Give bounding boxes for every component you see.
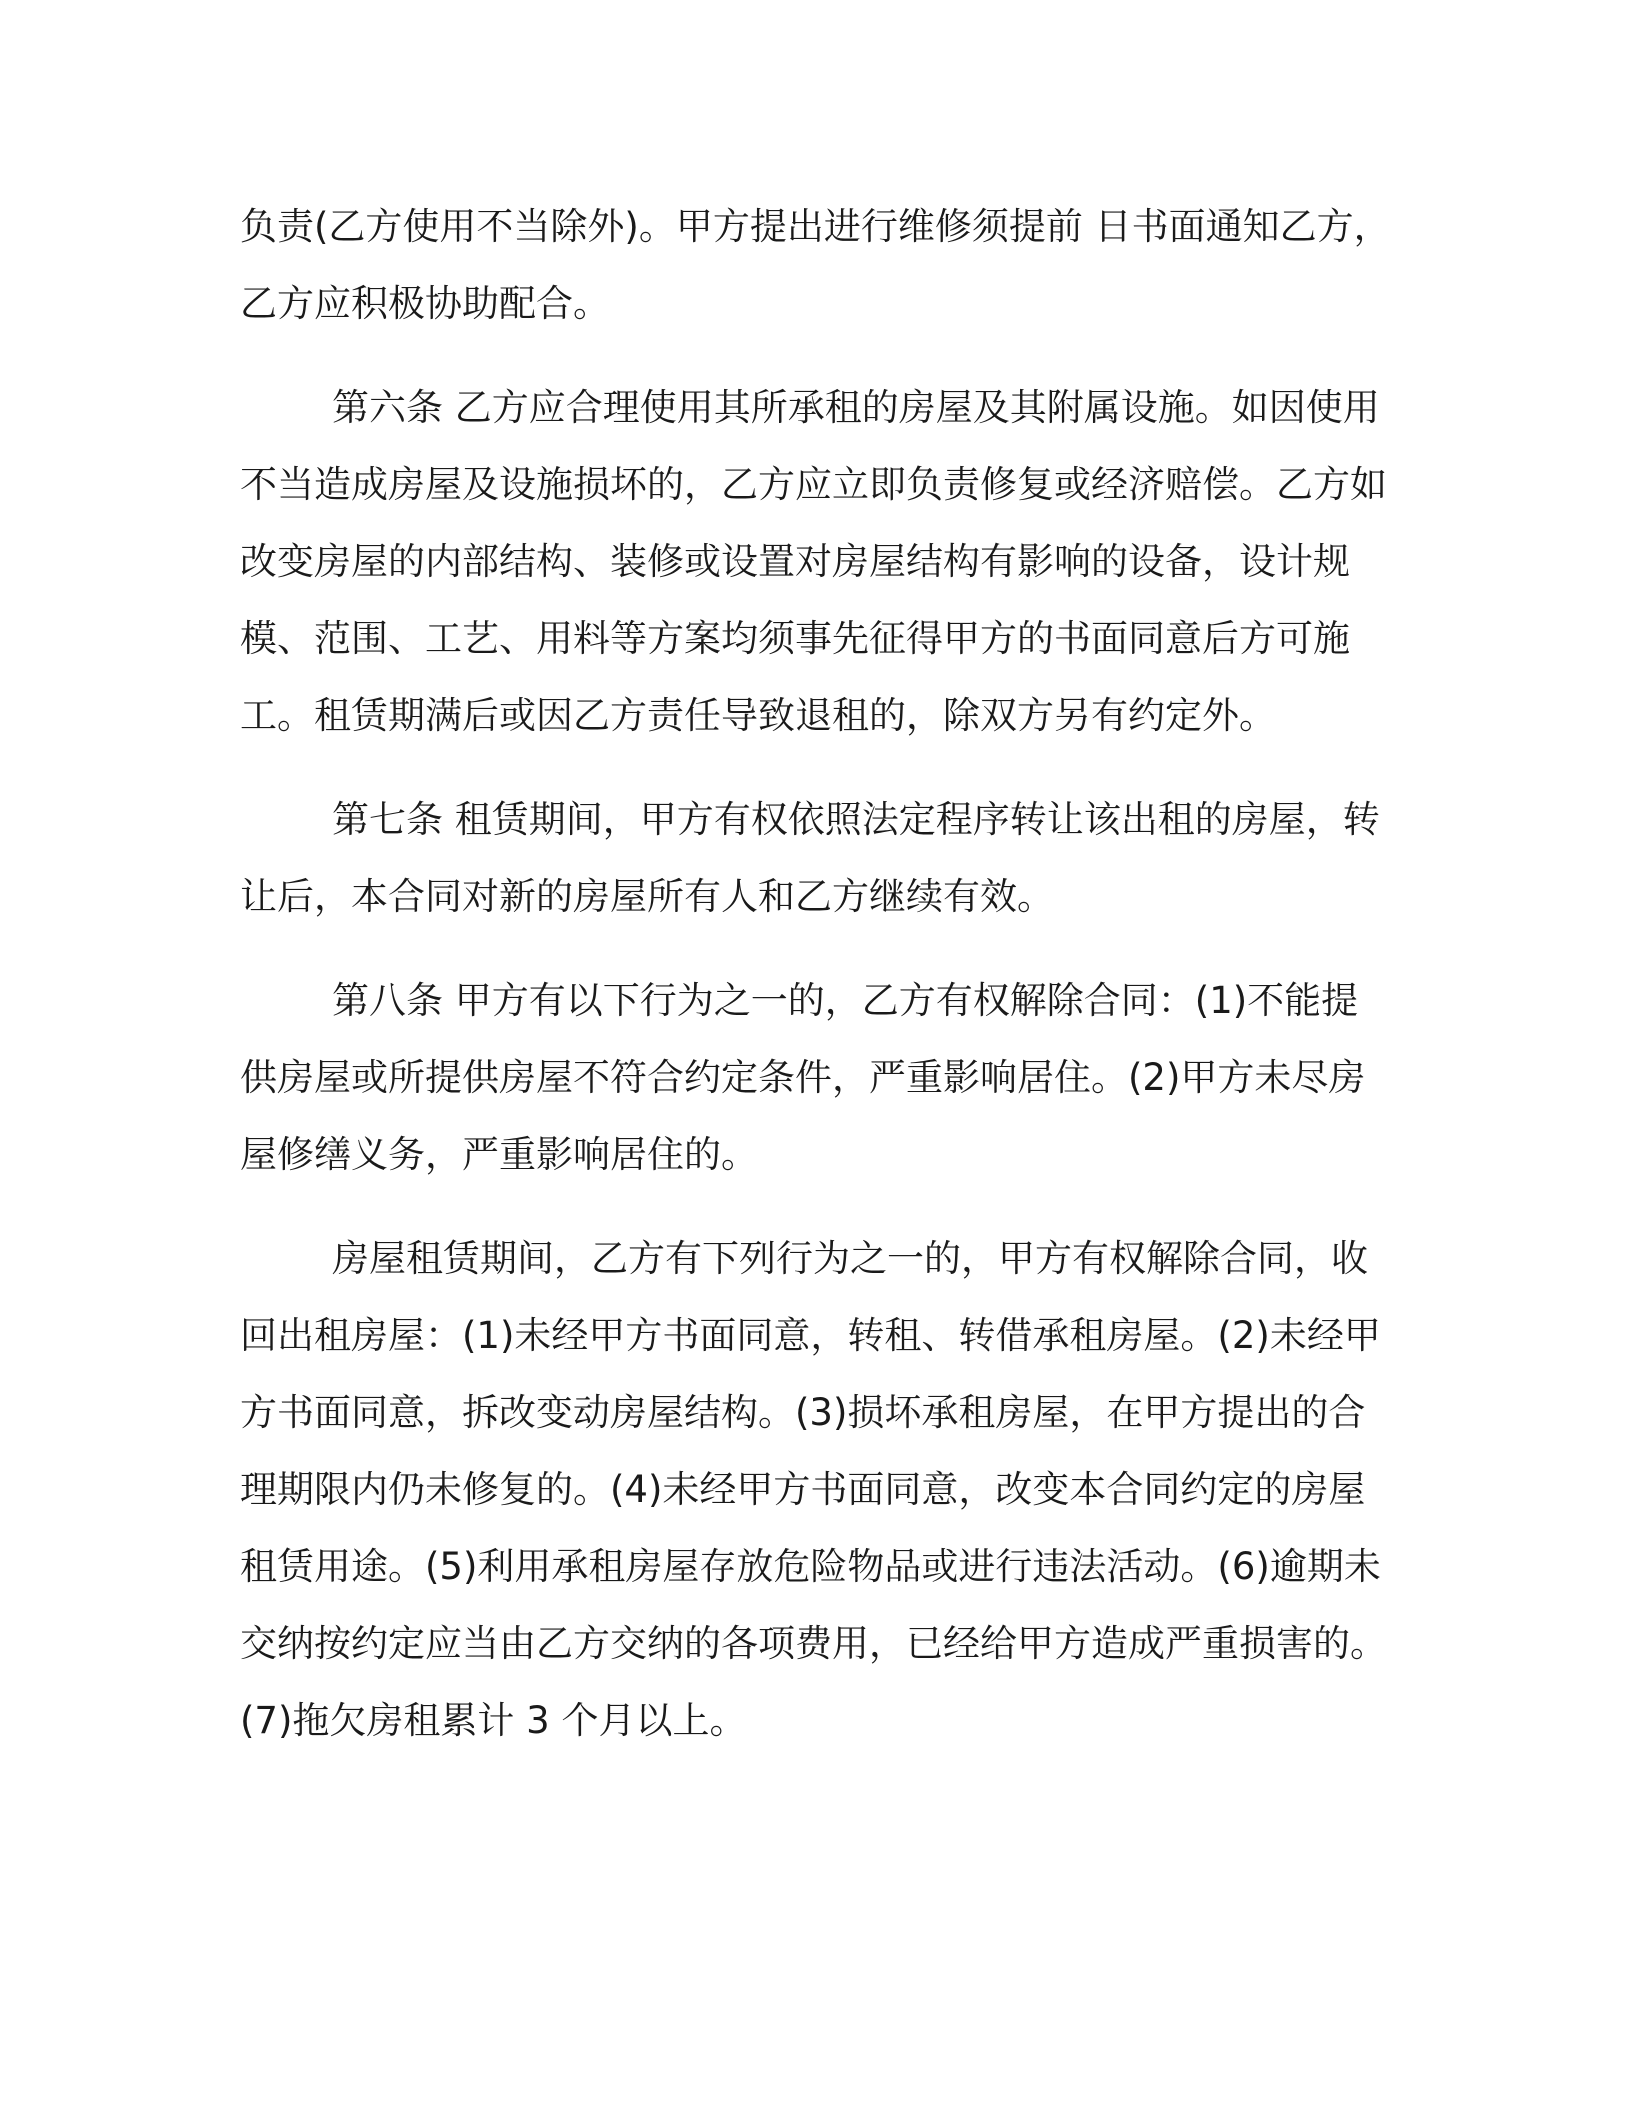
- paragraph-article-7: 第七条 租赁期间，甲方有权依照法定程序转让该出租的房屋，转让后，本合同对新的房屋所有人和乙方继续有效。: [240, 798, 1380, 918]
- document-body: [240, 188, 1392, 1786]
- paragraph-article-6: 第六条 乙方应合理使用其所承租的房屋及其附属设施。如因使用不当造成房屋及设施损坏的，乙方应立即负责修复或经济赔偿。乙方如改变房屋的内部结构、装修或设置对房屋结构有影响的设备，设计规模、范围、工艺、用料等方案均须事先征得甲方的书面同意后方可施工。租赁期满后或因乙方责任导致退租的，除双方另有约定外。: [240, 386, 1387, 737]
- paragraph-article-8: 第八条 甲方有以下行为之一的，乙方有权解除合同：(1)不能提供房屋或所提供房屋不符合约定条件，严重影响居住。(2)甲方未尽房屋修缮义务，严重影响居住的。: [240, 979, 1366, 1176]
- paragraph-termination-by-lessor: 房屋租赁期间，乙方有下列行为之一的，甲方有权解除合同，收回出租房屋：(1)未经甲方书面同意，转租、转借承租房屋。(2)未经甲方书面同意，拆改变动房屋结构。(3)损坏承租房屋，在甲方提出的合理期限内仍未修复的。(4)未经甲方书面同意，改变本合同约定的房屋租赁用途。(5)利用承租房屋存放危险物品或进行违法活动。(6)逾期未交纳按约定应当由乙方交纳的各项费用，已经给甲方造成严重损害的。(7)拖欠房租累计 3 个月以上。: [240, 1237, 1387, 1742]
- paragraph-repair-notice: 负责(乙方使用不当除外)。甲方提出进行维修须提前 日书面通知乙方，乙方应积极协助配合。: [240, 205, 1391, 325]
